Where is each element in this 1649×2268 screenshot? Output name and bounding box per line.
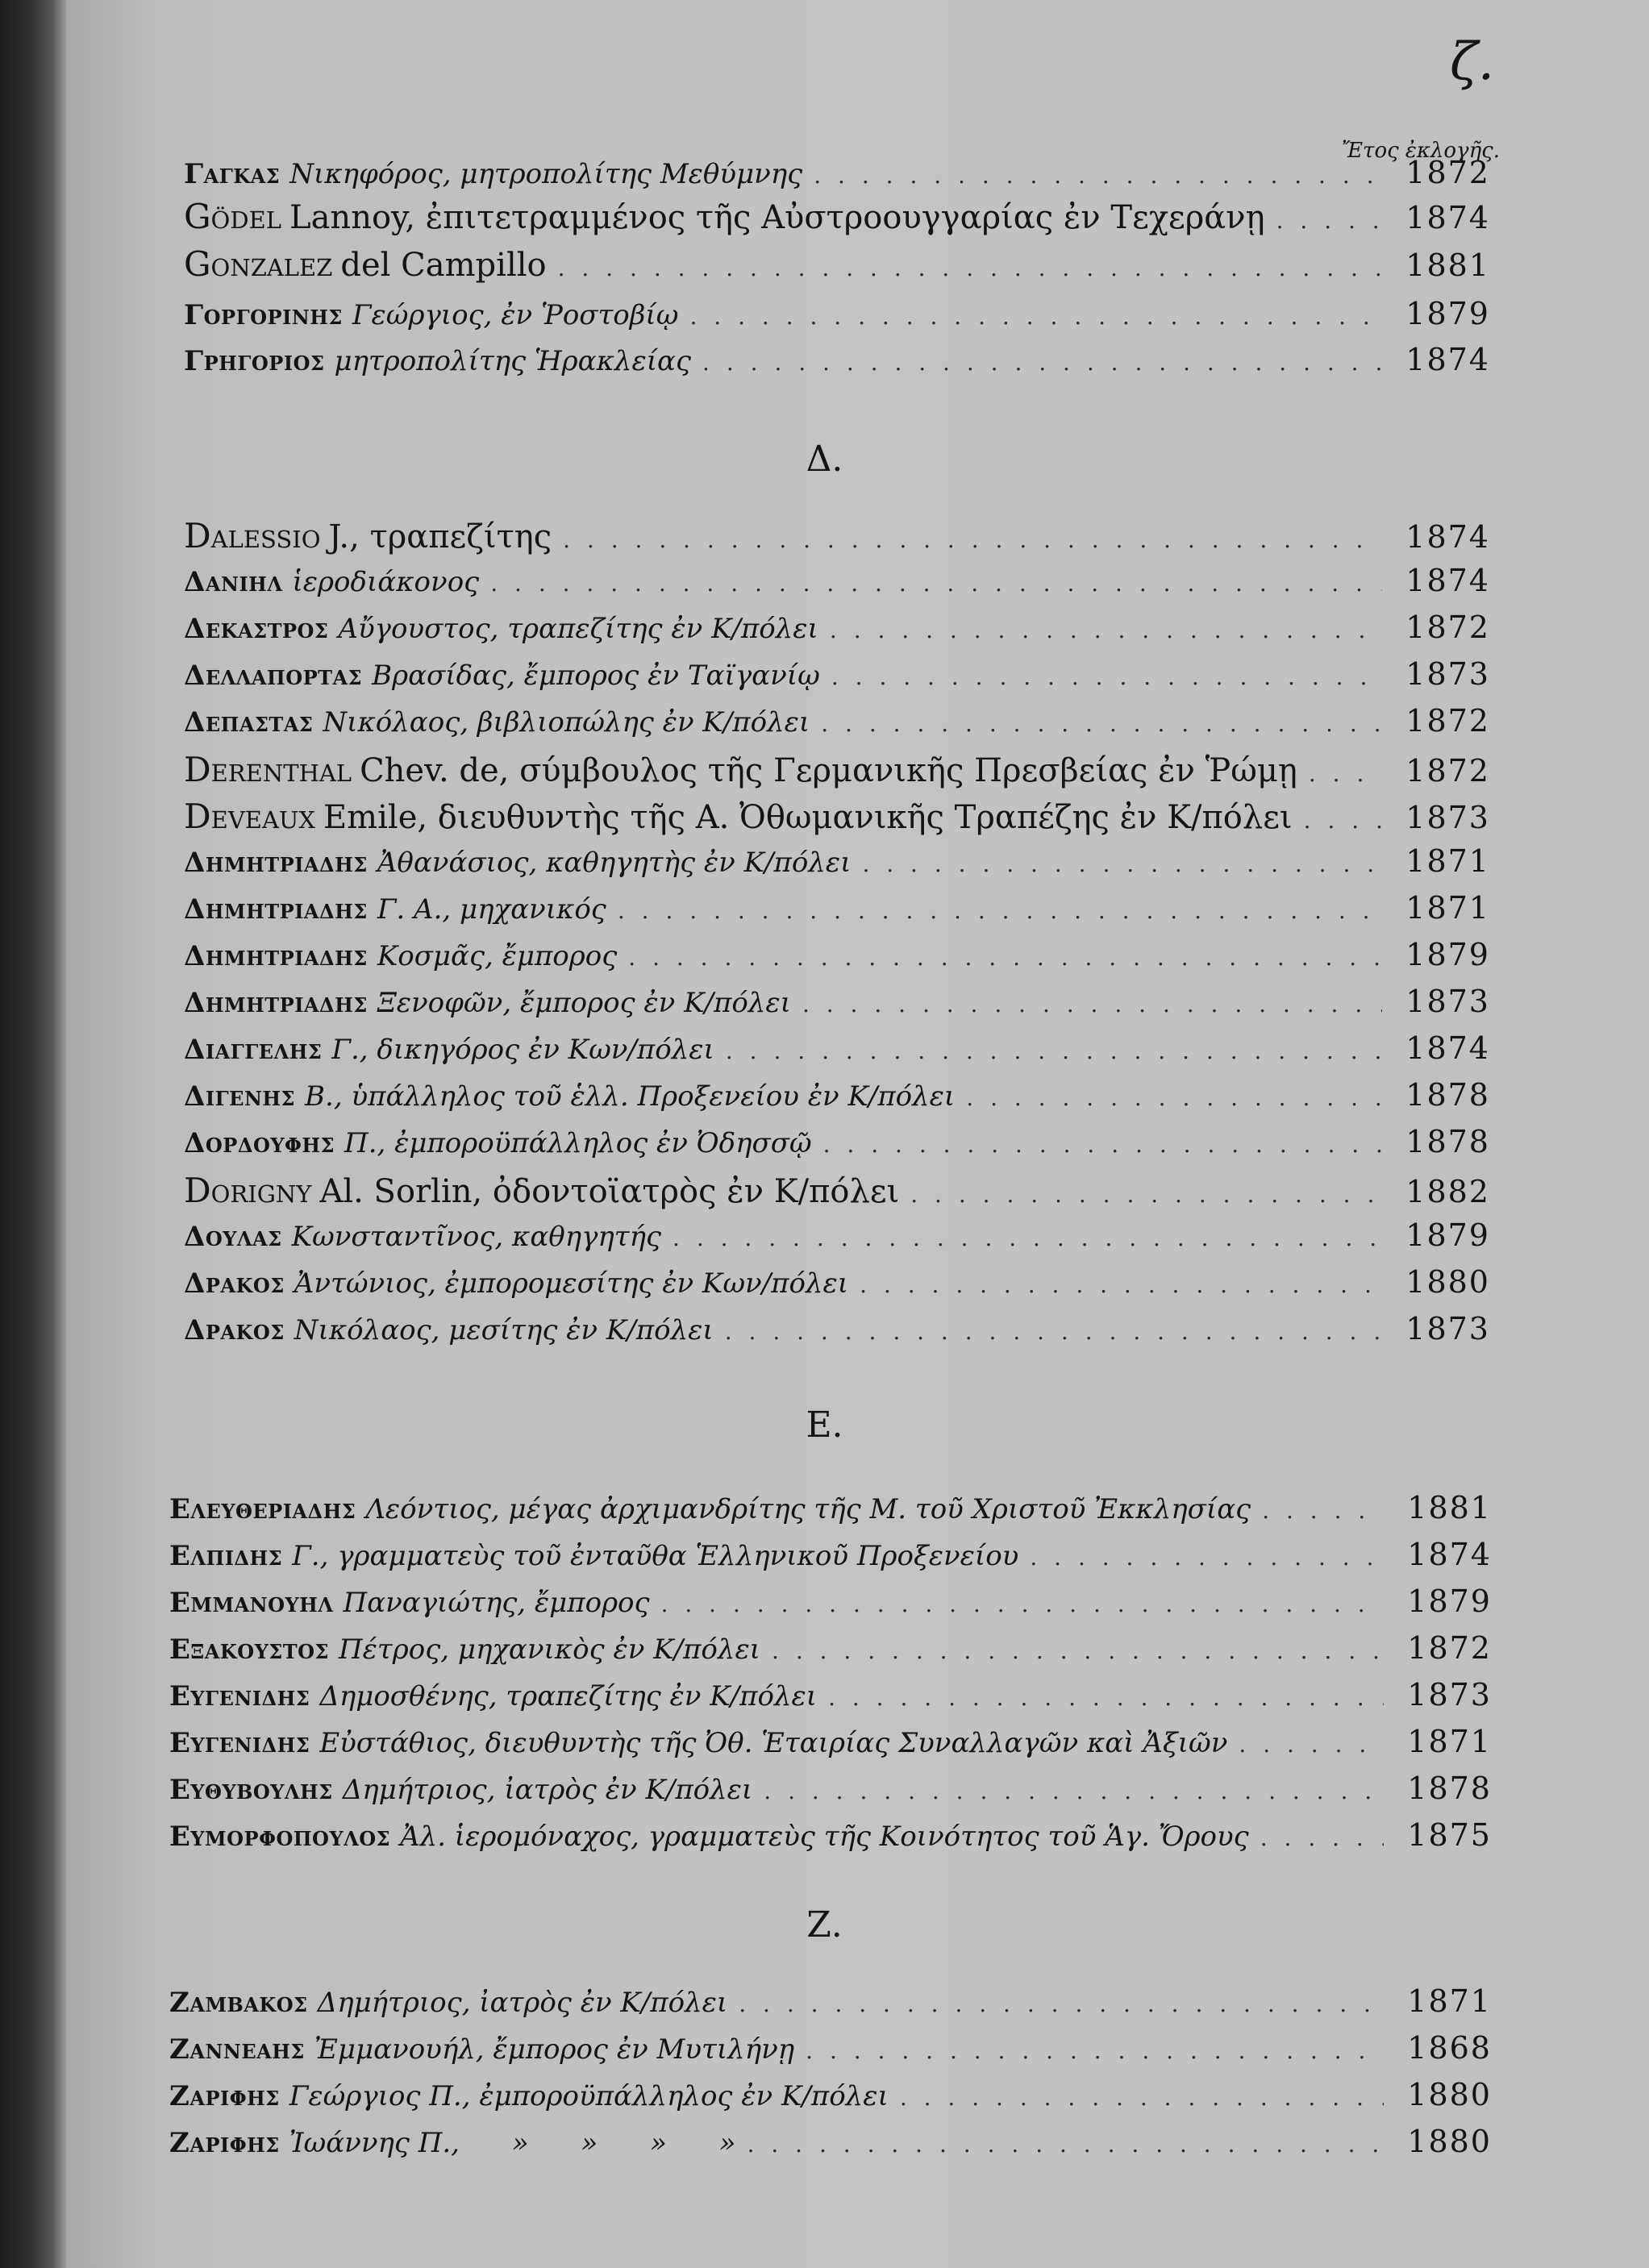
entry-desc: Γεώργιος, ἐν Ῥοστοβίῳ [352,299,679,331]
entry-name: Γαγκας [184,158,281,190]
leader-dots [830,617,1382,643]
entry-desc: Νικόλαος, βιβλιοπώλης ἐν Κ/πόλει [323,706,810,739]
entry-desc: Νικηφόρος, μητροπολίτης Μεθύμνης [289,158,803,190]
entry-name: Δορδουφης [184,1127,335,1159]
entry-name: Δημητριαδης [184,893,368,926]
entry-year: 1874 [1405,519,1490,555]
entry-name: Δρακος [184,1314,285,1346]
list-item [184,1264,1490,1309]
entry-name: Γοργορινης [184,299,343,331]
leader-dots [725,1318,1382,1345]
list-item [169,1583,1492,1629]
leader-dots [618,897,1382,924]
leader-dots [702,349,1382,376]
entry-desc: Β., ὑπάλληλος τοῦ ἑλλ. Προξενείου ἐν Κ/πόλει [305,1080,956,1113]
leader-dots [1260,1825,1384,1851]
entry-year: 1875 [1407,1817,1492,1853]
leader-dots [764,1778,1384,1804]
entry-year: 1868 [1407,2030,1492,2066]
entry-year: 1873 [1405,656,1490,692]
entry-name: Δελλαπορτας [184,660,363,692]
entry-desc: Κωνσταντῖνος, καθηγητής [291,1221,662,1253]
entry-year: 1874 [1405,200,1490,235]
leader-dots [726,1038,1382,1064]
entry-desc: Δημήτριος, ἰατρὸς ἐν Κ/πόλει [342,1774,753,1806]
entry-name: Ζαμβακος [169,1987,308,2019]
entry-name: Deveaux [184,797,315,836]
leader-dots [814,162,1382,189]
list-item [184,244,1490,289]
page-marker: ζ. [1450,32,1495,92]
entry-year: 1874 [1405,1030,1490,1066]
list-item [184,1311,1490,1356]
list-item [184,563,1490,608]
leader-dots [910,1181,1382,1208]
list-item [184,656,1490,701]
leader-dots [1262,1497,1384,1524]
entry-desc: Δημοσθένης, τραπεζίτης ἐν Κ/πόλει [319,1680,818,1712]
leader-dots [747,2131,1384,2158]
list-item [169,2030,1492,2075]
entry-desc: Παναγιώτης, ἔμπορος [343,1587,650,1619]
entry-year: 1871 [1405,890,1490,926]
leader-dots [966,1084,1382,1111]
list-item [184,610,1490,655]
leader-dots [490,570,1382,597]
entry-desc: Lannoy, ἐπιτετραμμένος τῆς Αὐστροουγγαρίας ἐν Τεχεράνῃ [289,199,1265,236]
entry-name: Gonzalez [184,244,333,284]
leader-dots [1309,760,1382,787]
list-item [184,197,1490,242]
list-item [184,1030,1490,1076]
leader-dots [690,303,1383,330]
entry-name: Ευμορφοπουλος [169,1821,391,1853]
entry-name: Δεπαστας [184,706,314,739]
entry-name: Γρηγοριος [184,345,325,377]
entry-desc: Ἀλ. ἱερομόναχος, γραμματεὺς τῆς Κοινότητος τοῦ Ἁγ. Ὄρους [400,1821,1249,1853]
entry-desc: Γ., δικηγόρος ἐν Κων/πόλει [331,1034,714,1066]
entry-year: 1880 [1407,2124,1492,2159]
entry-name: Dorigny [184,1171,312,1210]
entry-desc: Emile, διευθυντὴς τῆς Α. Ὀθωμανικῆς Τραπέζης ἐν Κ/πόλει [323,799,1293,836]
leader-dots [862,851,1382,877]
entry-desc: Γ., γραμματεὺς τοῦ ἐνταῦθα Ἑλληνικοῦ Προξενείου [292,1540,1019,1572]
entry-desc: Βρασίδας, ἔμπορος ἐν Ταϊγανίῳ [372,660,820,692]
list-item [169,1677,1492,1722]
leader-dots [1276,207,1382,234]
entry-name: Ζαριφης [169,2127,280,2159]
entry-year: 1871 [1407,1724,1492,1759]
leader-dots [1304,807,1382,834]
list-item [184,516,1490,561]
entry-year: 1873 [1407,1677,1492,1712]
entry-name: Δρακος [184,1267,285,1300]
entry-name: Ευθυβουλης [169,1774,333,1806]
list-item [184,984,1490,1029]
leader-dots [806,2037,1384,2064]
section-heading: Ε. [806,1404,843,1446]
list-item [184,1077,1490,1122]
entry-year: 1882 [1405,1174,1490,1209]
list-item [169,1771,1492,1816]
entry-year: 1881 [1405,248,1490,283]
entry-year: 1878 [1407,1771,1492,1806]
entry-name: Ευγενιδης [169,1727,310,1759]
entry-desc: Νικόλαος, μεσίτης ἐν Κ/πόλει [294,1314,714,1346]
leader-dots [823,1131,1382,1158]
entry-name: Ζαννεαης [169,2033,305,2066]
entry-year: 1871 [1405,843,1490,879]
leader-dots [772,1638,1384,1664]
entry-year: 1874 [1405,342,1490,377]
entry-name: Δημητριαδης [184,987,368,1019]
list-item [184,342,1490,387]
leader-dots [860,1271,1382,1298]
list-item [184,890,1490,935]
entry-desc: Δημήτριος, ἰατρὸς ἐν Κ/πόλει [317,1987,728,2019]
entry-year: 1872 [1405,155,1490,190]
entry-name: Ελευθεριαδης [169,1493,356,1525]
entry-desc: Ἐμμανουήλ, ἔμπορος ἐν Μυτιλήνῃ [314,2033,795,2066]
entry-desc: Ἰωάννης Π., » » » » [289,2127,736,2159]
list-item [169,2077,1492,2122]
entry-desc: Al. Sorlin, ὀδοντοϊατρὸς ἐν Κ/πόλει [319,1173,900,1210]
entry-name: Δημητριαδης [184,940,368,972]
entry-name: Εμμανουηλ [169,1587,334,1619]
leader-dots [661,1591,1384,1617]
entry-desc: Ξενοφῶν, ἔμπορος ἐν Κ/πόλει [377,987,791,1019]
leader-dots [1030,1544,1384,1571]
entry-year: 1874 [1405,563,1490,598]
entry-name: Derenthal [184,750,352,789]
entry-name: Διγενης [184,1080,296,1113]
entry-year: 1872 [1405,753,1490,789]
entry-year: 1881 [1407,1490,1492,1525]
entry-year: 1872 [1405,703,1490,739]
entry-year: 1880 [1405,1264,1490,1300]
list-item [169,1983,1492,2029]
entry-name: Ζαριφης [169,2080,280,2112]
entry-desc: Γ. Α., μηχανικός [377,893,606,926]
entry-desc: Λεόντιος, μέγας ἀρχιμανδρίτης τῆς Μ. τοῦ Χριστοῦ Ἐκκλησίας [365,1493,1251,1525]
list-item [184,1171,1490,1216]
year-column-header: Ἔτος ἐκλογῆς. [1341,139,1500,163]
entry-name: Δουλας [184,1221,282,1253]
list-item [184,797,1490,842]
list-item [169,1490,1492,1535]
leader-dots [831,664,1382,690]
entry-desc: μητροπολίτης Ἡρακλείας [334,345,692,377]
entry-desc: Πέτρος, μηχανικὸς ἐν Κ/πόλει [339,1633,761,1666]
list-item [169,1724,1492,1769]
list-item [184,1124,1490,1169]
entry-year: 1879 [1405,1217,1490,1253]
leader-dots [1239,1731,1384,1758]
leader-dots [900,2084,1384,2111]
entry-desc: J., τραπεζίτης [328,518,552,556]
list-item [184,937,1490,982]
leader-dots [558,255,1382,281]
list-item [169,1817,1492,1862]
entry-year: 1879 [1405,296,1490,331]
entry-year: 1872 [1407,1630,1492,1666]
leader-dots [821,710,1382,737]
entry-name: Διαγγελης [184,1034,323,1066]
entry-desc: del Campillo [340,247,547,284]
entry-year: 1878 [1405,1077,1490,1113]
list-item [184,750,1490,795]
entry-year: 1872 [1405,610,1490,645]
entry-desc: Chev. de, σύμβουλος τῆς Γερμανικῆς Πρεσβείας ἐν Ῥώμῃ [360,752,1297,789]
list-item [184,703,1490,748]
entry-year: 1880 [1407,2077,1492,2112]
entry-name: Εξακουστος [169,1633,330,1666]
entry-desc: ἱεροδιάκονος [292,566,480,598]
list-item [169,2124,1492,2169]
leader-dots [673,1225,1382,1251]
entry-desc: Εὐστάθιος, διευθυντὴς τῆς Ὀθ. Ἑταιρίας Συναλλαγῶν καὶ Ἀξιῶν [319,1727,1228,1759]
entry-name: Δανιηλ [184,566,283,598]
leader-dots [802,991,1382,1017]
entry-year: 1878 [1405,1124,1490,1159]
section-heading: Δ. [806,439,843,480]
entry-desc: Αὔγουστος, τραπεζίτης ἐν Κ/πόλει [338,613,818,645]
list-item [184,296,1490,341]
entry-name: Gödel [184,197,282,236]
entry-desc: Ἀθανάσιος, καθηγητὴς ἐν Κ/πόλει [377,847,852,879]
leader-dots [828,1684,1384,1711]
entry-name: Ελπιδης [169,1540,283,1572]
leader-dots [739,1991,1384,2017]
entry-name: Δημητριαδης [184,847,368,879]
entry-name: Δεκαστρος [184,613,329,645]
entry-year: 1873 [1405,1311,1490,1346]
entry-year: 1873 [1405,800,1490,835]
list-item [184,1217,1490,1263]
entry-desc: Π., ἐμποροϋπάλληλος ἐν Ὀδησσῷ [344,1127,812,1159]
entry-year: 1874 [1407,1537,1492,1572]
leader-dots [563,526,1382,553]
entry-year: 1873 [1405,984,1490,1019]
entry-year: 1879 [1407,1583,1492,1619]
entry-name: Dalessio [184,516,321,556]
entry-year: 1871 [1407,1983,1492,2019]
entry-desc: Κοσμᾶς, ἔμπορος [377,940,618,972]
section-heading: Ζ. [806,1904,843,1945]
list-item [184,843,1490,888]
entry-name: Ευγενιδης [169,1680,310,1712]
entry-desc: Ἀντώνιος, ἐμπορομεσίτης ἐν Κων/πόλει [294,1267,849,1300]
entry-year: 1879 [1405,937,1490,972]
list-item [184,155,1490,200]
leader-dots [628,944,1382,971]
list-item [169,1630,1492,1675]
entry-desc: Γεώργιος Π., ἐμποροϋπάλληλος ἐν Κ/πόλει [289,2080,889,2112]
list-item [169,1537,1492,1582]
